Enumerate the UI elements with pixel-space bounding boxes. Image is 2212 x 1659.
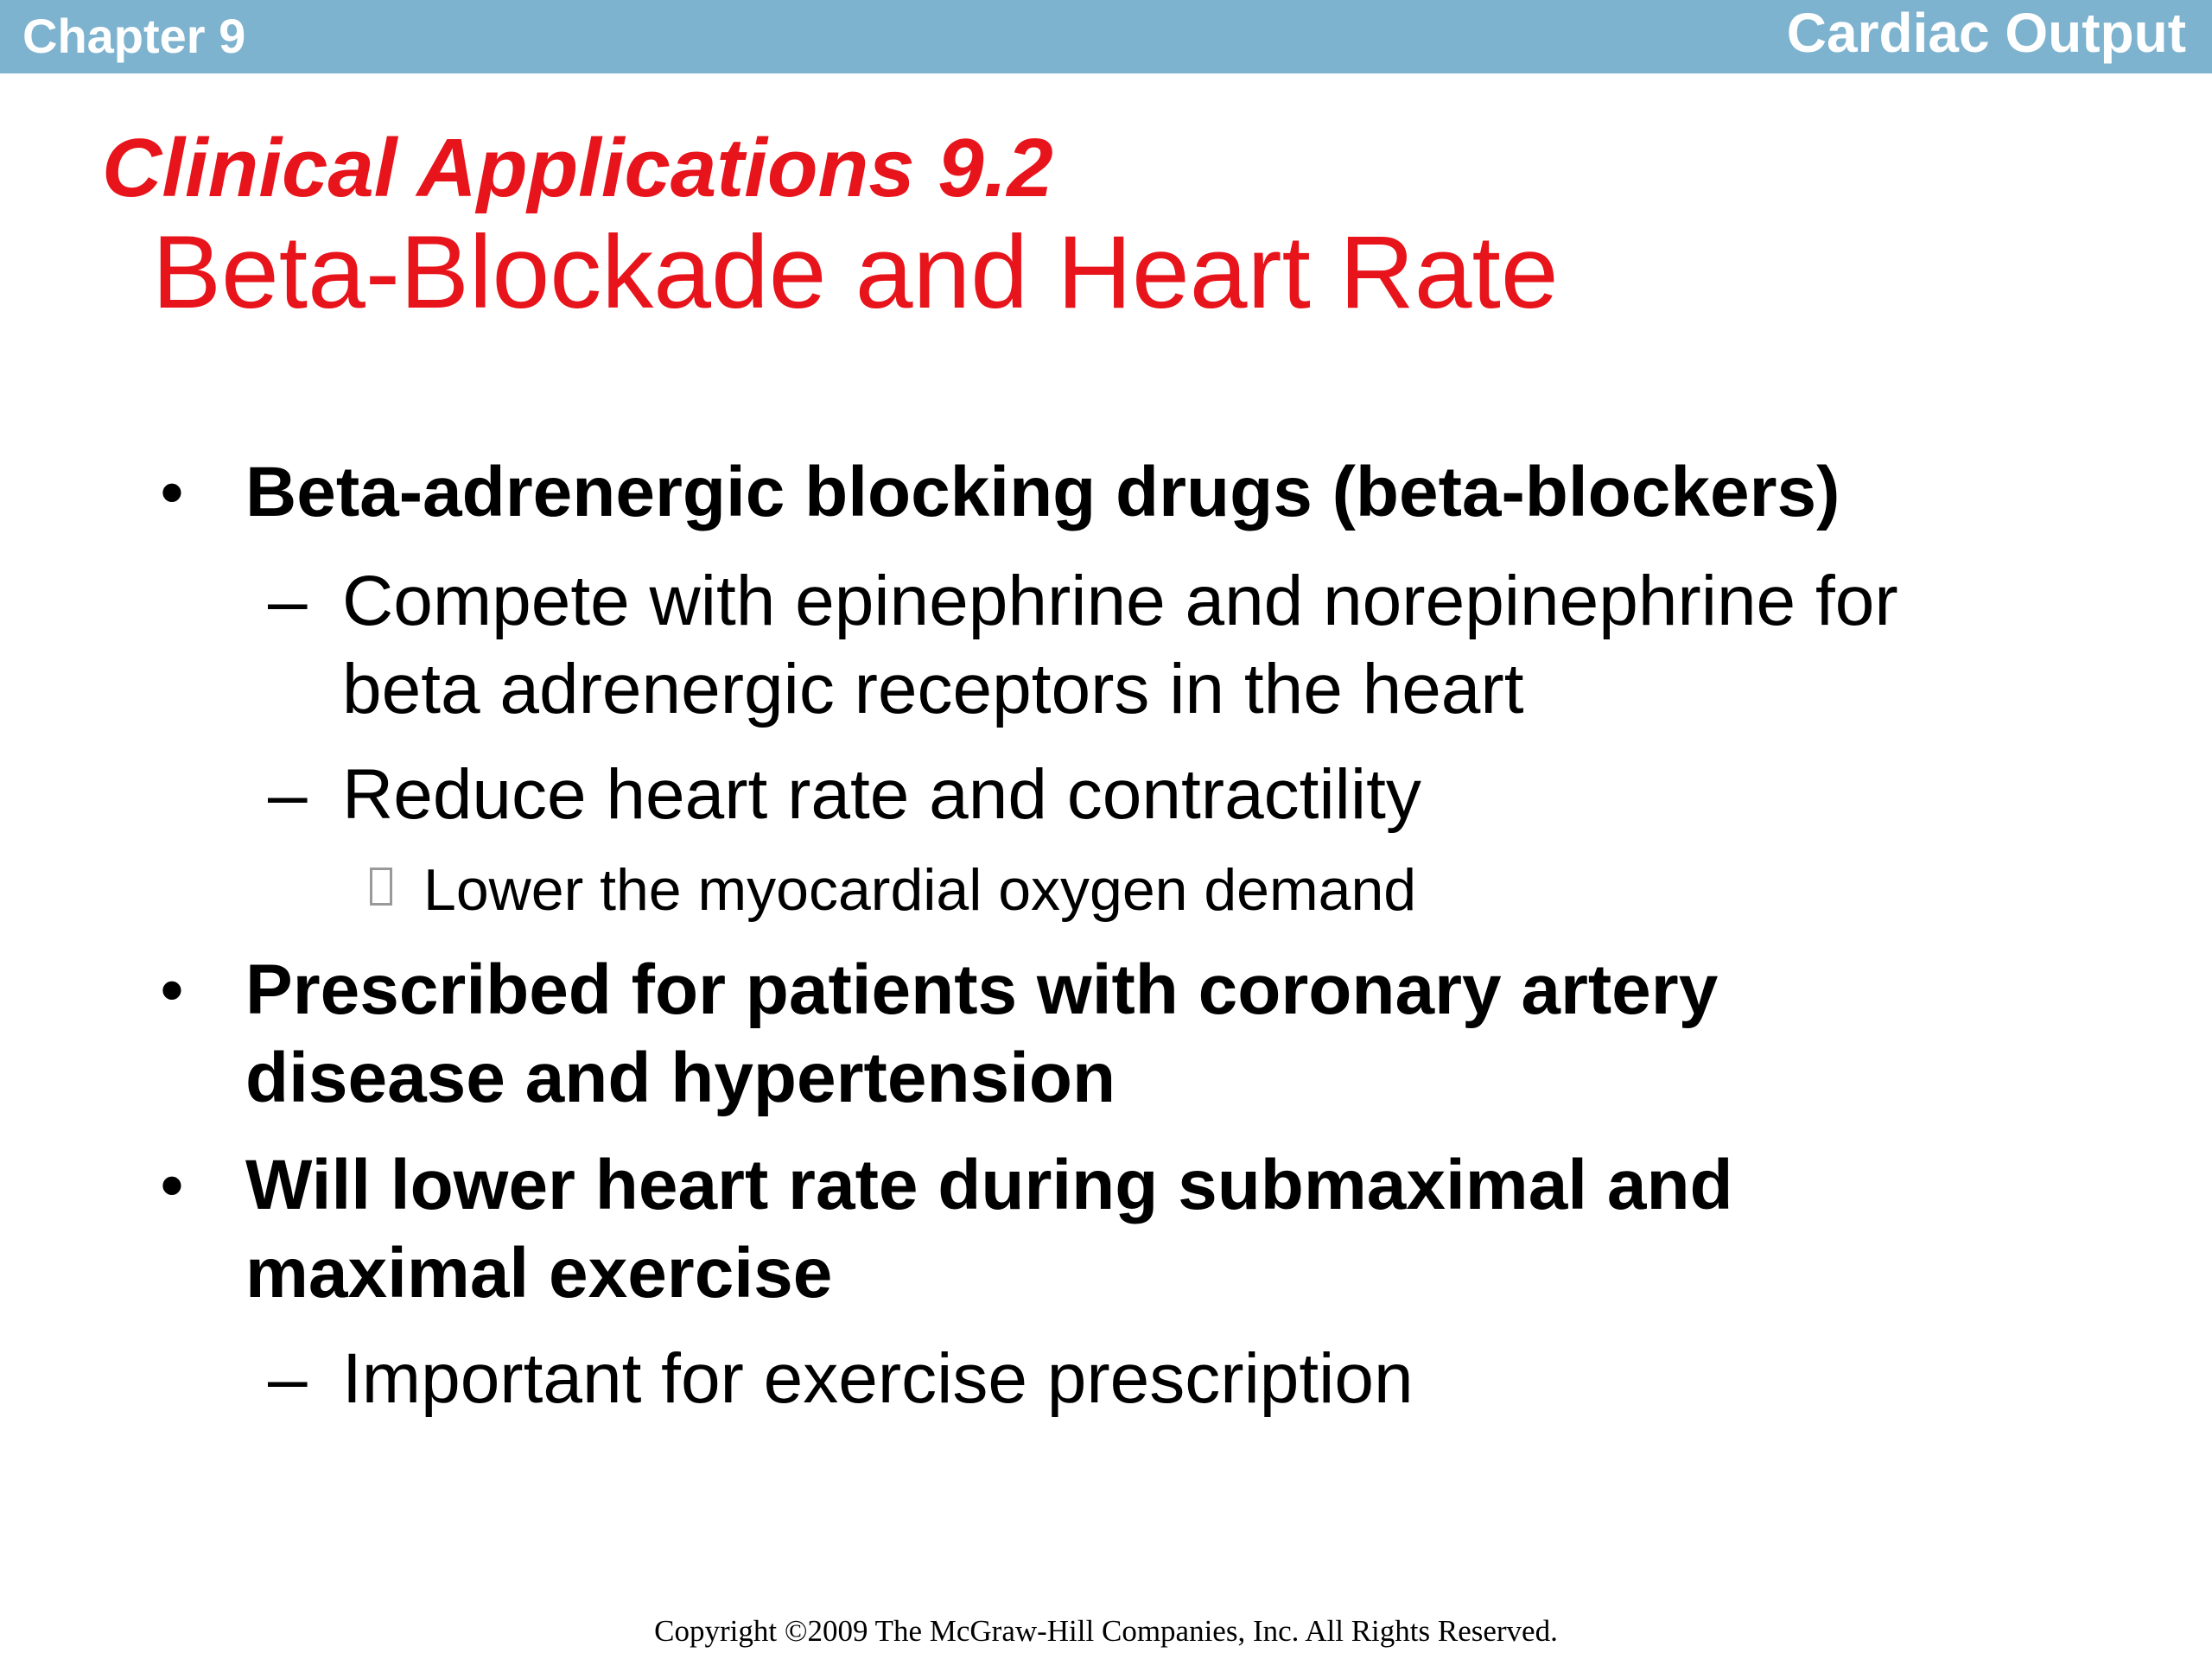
bullet-marker: • bbox=[161, 1149, 183, 1221]
chapter-label: Chapter 9 bbox=[22, 9, 246, 63]
header-bar bbox=[0, 0, 2212, 73]
dash-marker: – bbox=[268, 562, 308, 640]
bullet-1-sub-1-line-1: Compete with epinephrine and norepinephrine for bbox=[342, 562, 1898, 640]
bullet-1-sub-1-line-2: beta adrenergic receptors in the heart bbox=[342, 650, 1524, 728]
bullet-1-sub-2-line-1: Reduce heart rate and contractility bbox=[342, 755, 1421, 834]
bullet-3-sub-1-line-1: Important for exercise prescription bbox=[342, 1339, 1414, 1418]
bullet-1-sub-2-subsub-1: Lower the myocardial oxygen demand bbox=[423, 857, 1417, 923]
bullet-marker: • bbox=[161, 456, 183, 528]
square-bullet-icon bbox=[370, 868, 392, 906]
bullet-1-text: Beta-adrenergic blocking drugs (beta-blockers) bbox=[245, 453, 1840, 531]
slide-kicker: Clinical Applications 9.2 bbox=[102, 122, 1053, 214]
bullet-2-line-1: Prescribed for patients with coronary artery bbox=[245, 950, 1719, 1029]
section-title: Cardiac Output bbox=[1786, 2, 2186, 64]
dash-marker: – bbox=[268, 755, 308, 834]
slide-title: Beta-Blockade and Heart Rate bbox=[152, 214, 1559, 330]
bullet-3-line-1: Will lower heart rate during submaximal and bbox=[245, 1146, 1733, 1224]
dash-marker: – bbox=[268, 1339, 308, 1418]
bullet-3-line-2: maximal exercise bbox=[245, 1234, 833, 1313]
bullet-2-line-2: disease and hypertension bbox=[245, 1039, 1116, 1117]
bullet-marker: • bbox=[161, 954, 183, 1026]
copyright-footer: Copyright ©2009 The McGraw-Hill Companies, Inc. All Rights Reserved. bbox=[654, 1614, 1558, 1648]
